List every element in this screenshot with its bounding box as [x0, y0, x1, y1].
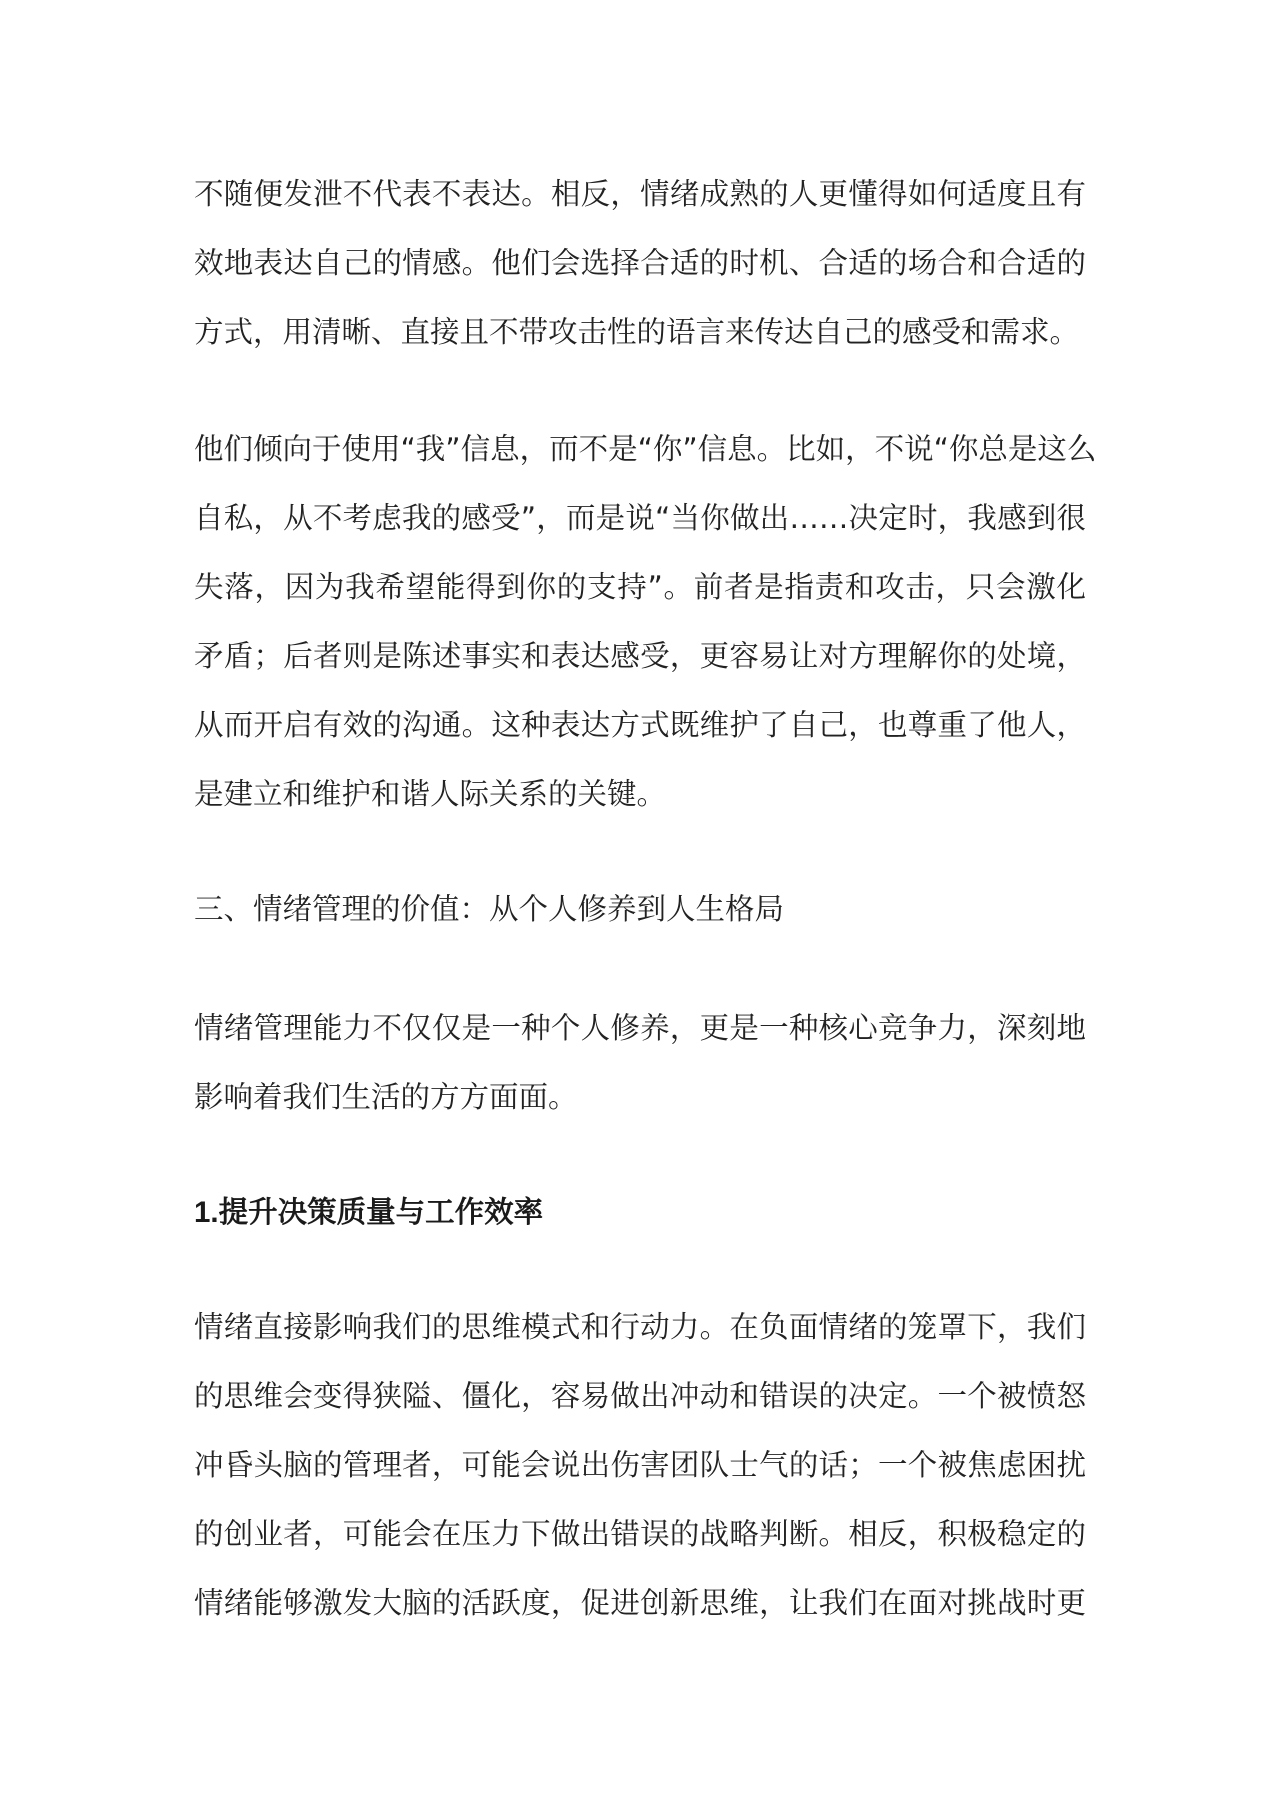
page-content [194, 160, 1097, 1638]
text-line: 的思维会变得狭隘、僵化，容易做出冲动和错误的决定。一个被愤怒 [194, 1379, 1086, 1413]
text-line: 效地表达自己的情感。他们会选择合适的时机、合适的场合和合适的 [194, 246, 1086, 280]
text-line: 冲昏头脑的管理者，可能会说出伤害团队士气的话；一个被焦虑困扰 [194, 1448, 1086, 1482]
paragraph-i-message [194, 415, 1097, 829]
text-line: 自私，从不考虑我的感受”，而是说“当你做出……决定时，我感到很 [194, 501, 1086, 535]
paragraph-decision-quality [194, 1293, 1086, 1638]
subsection-heading: 1.提升决策质量与工作效率 [194, 1196, 544, 1229]
text-line: 失落，因为我希望能得到你的支持”。前者是指责和攻击，只会激化 [194, 570, 1086, 604]
paragraph-value-intro [194, 994, 1086, 1132]
text-line: 情绪直接影响我们的思维模式和行动力。在负面情绪的笼罩下，我们 [194, 1310, 1086, 1344]
text-line: 他们倾向于使用“我”信息，而不是“你”信息。比如，不说“你总是这么 [194, 432, 1097, 466]
text-line: 情绪管理能力不仅仅是一种个人修养，更是一种核心竞争力，深刻地 [194, 1011, 1086, 1045]
paragraph-expression [194, 160, 1086, 367]
text-line: 方式，用清晰、直接且不带攻击性的语言来传达自己的感受和需求。 [194, 315, 1080, 349]
text-line: 从而开启有效的沟通。这种表达方式既维护了自己，也尊重了他人， [194, 708, 1086, 742]
text-line: 情绪能够激发大脑的活跃度，促进创新思维，让我们在面对挑战时更 [194, 1586, 1086, 1620]
text-line: 是建立和维护和谐人际关系的关键。 [194, 777, 667, 811]
text-line: 不随便发泄不代表不表达。相反，情绪成熟的人更懂得如何适度且有 [194, 177, 1086, 211]
text-line: 的创业者，可能会在压力下做出错误的战略判断。相反，积极稳定的 [194, 1517, 1086, 1551]
text-line: 矛盾；后者则是陈述事实和表达感受，更容易让对方理解你的处境， [194, 639, 1086, 673]
text-line: 影响着我们生活的方方面面。 [194, 1080, 578, 1114]
section-title: 三、情绪管理的价值：从个人修养到人生格局 [194, 892, 785, 926]
